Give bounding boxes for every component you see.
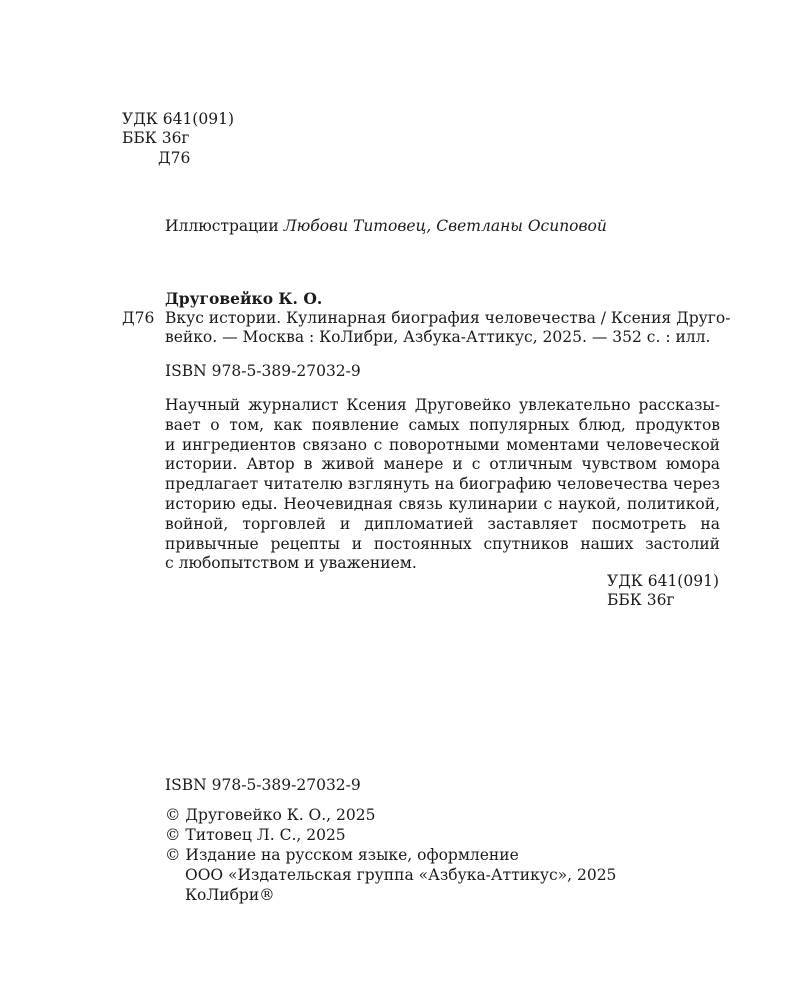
annotation-line: вает о том, как появление самых популярных блюд, продуктов [165, 416, 720, 434]
annotation-line: и ингредиентов связано с поворотными моментами человеческой [165, 436, 720, 454]
isbn: ISBN 978-5-389-27032-9 [165, 362, 361, 380]
author-mark: Д76 [158, 149, 191, 167]
bbk-code-bottom: ББК 36г [607, 591, 675, 609]
udk-code-bottom: УДК 641(091) [607, 572, 719, 590]
udk-code: УДК 641(091) [122, 110, 234, 128]
title-description-line-1: Вкус истории. Кулинарная биография человечества / Ксения Друго- [165, 309, 731, 327]
annotation-line: с любопытством и уважением. [165, 554, 417, 572]
illustrators-names: Любови Титовец, Светланы Осиповой [283, 217, 607, 235]
illustrations-prefix: Иллюстрации [165, 217, 284, 235]
copyright-author: © Друговейко К. О., 2025 [165, 806, 376, 824]
isbn-bottom: ISBN 978-5-389-27032-9 [165, 776, 361, 794]
annotation-line: войной, торговлей и дипломатией заставляет посмотреть на [165, 515, 720, 533]
copyright-imprint: КоЛибри® [185, 886, 275, 904]
annotation-line: Научный журналист Ксения Друговейко увлекательно рассказы- [165, 396, 720, 414]
annotation-line: историю еды. Неочевидная связь кулинарии с наукой, политикой, [165, 495, 720, 513]
illustrations-credit [165, 216, 607, 236]
annotation-line: привычные рецепты и постоянных спутников наших застолий [165, 535, 720, 553]
annotation-line: истории. Автор в живой манере и с отличным чувством юмора [165, 455, 720, 473]
author-heading: Друговейко К. О. [165, 289, 323, 308]
author-mark-inline: Д76 [122, 309, 155, 327]
annotation-line: предлагает читателю взглянуть на биографию человечества через [165, 475, 720, 493]
copyright-illustrator: © Титовец Л. С., 2025 [165, 826, 346, 844]
bbk-code: ББК 36г [122, 129, 190, 147]
title-description-line-2: вейко. — Москва : КоЛибри, Азбука-Аттикус, 2025. — 352 с. : илл. [165, 328, 711, 346]
copyright-publisher: ООО «Издательская группа «Азбука-Аттикус», 2025 [185, 866, 617, 884]
copyright-edition: © Издание на русском языке, оформление [165, 846, 519, 864]
